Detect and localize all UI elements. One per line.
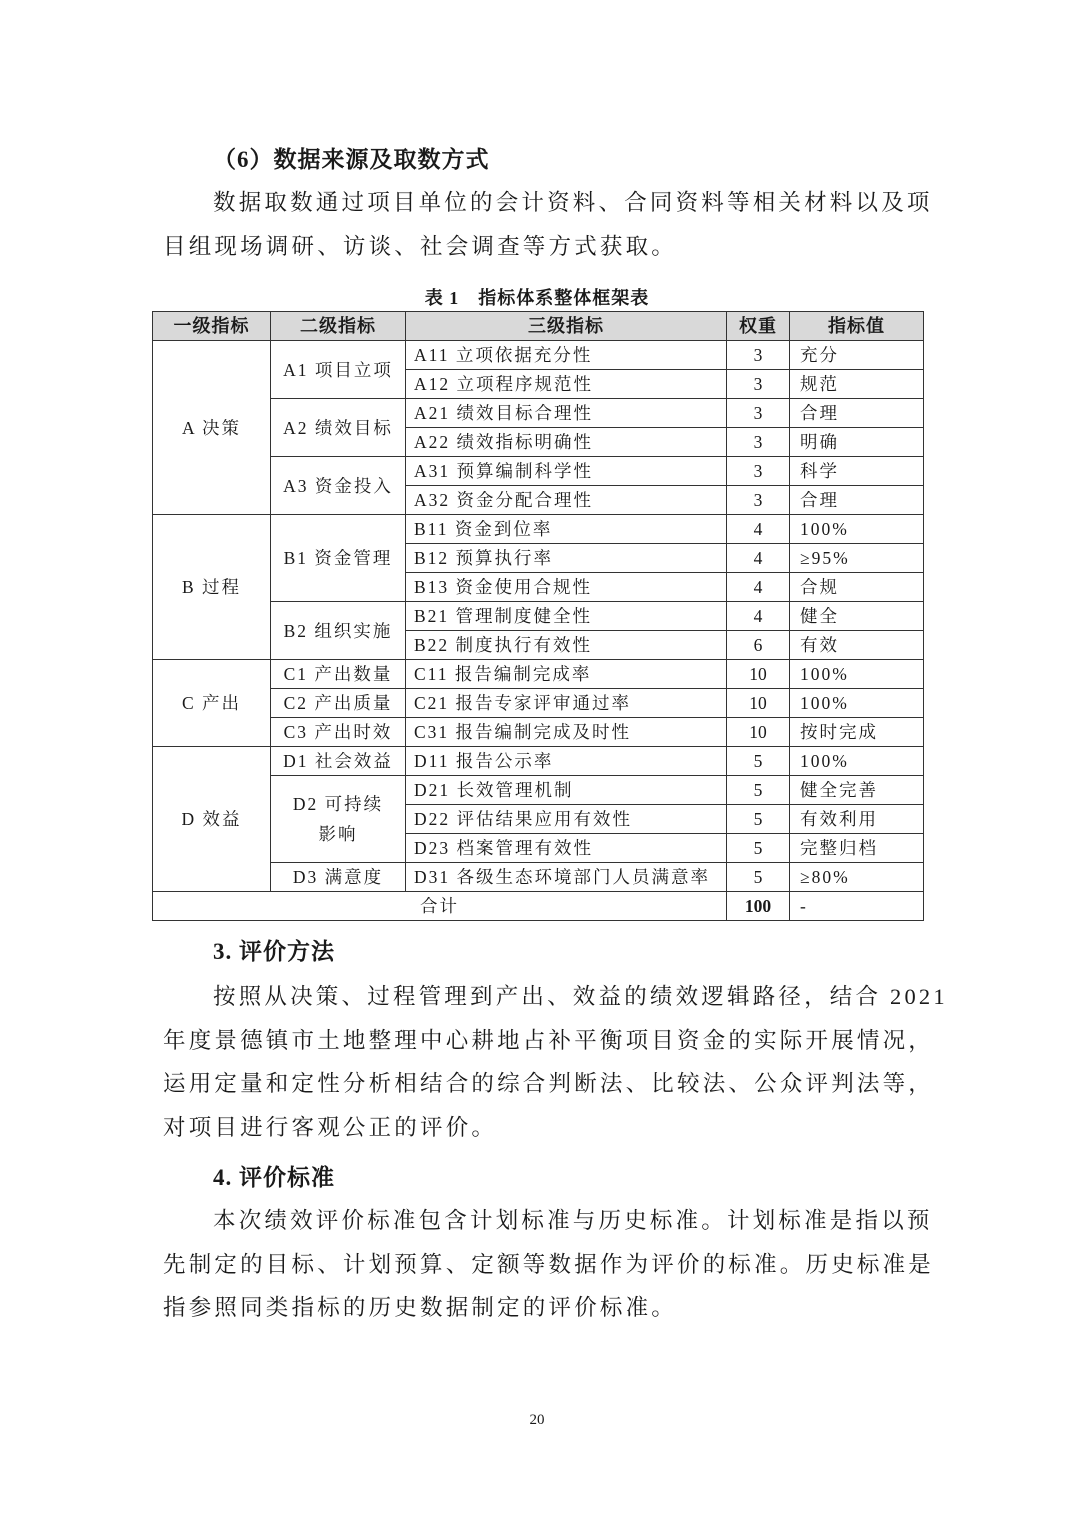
weight-cell: 4: [727, 602, 790, 631]
value-cell: 完整归档: [790, 834, 924, 863]
level2-cell: D1 社会效益: [271, 747, 406, 776]
page-number: 20: [529, 1412, 545, 1428]
table-row: [153, 515, 924, 544]
value-cell: ≥80%: [790, 863, 924, 892]
paragraph-line: 年度景德镇市土地整理中心耕地占补平衡项目资金的实际开展情况，: [163, 1027, 935, 1053]
header-level3: 三级指标: [406, 312, 727, 341]
weight-cell: 3: [727, 486, 790, 515]
indicator-cell: A12 立项程序规范性: [406, 370, 727, 399]
value-cell: 100%: [790, 660, 924, 689]
weight-cell: 10: [727, 660, 790, 689]
weight-cell: 3: [727, 341, 790, 370]
indicator-cell: A22 绩效指标明确性: [406, 428, 727, 457]
level2-cell: B2 组织实施: [271, 602, 406, 660]
value-cell: 合理: [790, 399, 924, 428]
weight-cell: 3: [727, 457, 790, 486]
header-weight: 权重: [727, 312, 790, 341]
indicator-framework-table: [152, 311, 924, 921]
paragraph-line: 数据取数通过项目单位的会计资料、合同资料等相关材料以及项: [213, 190, 933, 215]
total-value: -: [790, 892, 924, 921]
header-level1: 一级指标: [153, 312, 271, 341]
indicator-cell: D31 各级生态环境部门人员满意率: [406, 863, 727, 892]
weight-cell: 10: [727, 689, 790, 718]
total-label: 合计: [153, 892, 727, 921]
indicator-cell: B22 制度执行有效性: [406, 631, 727, 660]
weight-cell: 5: [727, 747, 790, 776]
weight-cell: 10: [727, 718, 790, 747]
weight-cell: 4: [727, 515, 790, 544]
value-cell: 100%: [790, 689, 924, 718]
level1-cell: D 效益: [153, 747, 271, 892]
table-caption: 表 1 指标体系整体框架表: [424, 288, 650, 308]
indicator-cell: C31 报告编制完成及时性: [406, 718, 727, 747]
value-cell: 科学: [790, 457, 924, 486]
level2-cell: A3 资金投入: [271, 457, 406, 515]
indicator-cell: C21 报告专家评审通过率: [406, 689, 727, 718]
weight-cell: 3: [727, 399, 790, 428]
value-cell: 有效利用: [790, 805, 924, 834]
value-cell: 按时完成: [790, 718, 924, 747]
table-total-row: [153, 892, 924, 921]
header-level2: 二级指标: [271, 312, 406, 341]
value-cell: 健全: [790, 602, 924, 631]
weight-cell: 3: [727, 370, 790, 399]
value-cell: 100%: [790, 747, 924, 776]
indicator-cell: B21 管理制度健全性: [406, 602, 727, 631]
paragraph-line: 指参照同类指标的历史数据制定的评价标准。: [163, 1295, 678, 1320]
indicator-cell: D22 评估结果应用有效性: [406, 805, 727, 834]
level2-cell: A2 绩效目标: [271, 399, 406, 457]
level2-cell: C1 产出数量: [271, 660, 406, 689]
weight-cell: 6: [727, 631, 790, 660]
level2-cell: D3 满意度: [271, 863, 406, 892]
paragraph-method: [163, 975, 948, 1149]
section-heading-standard: 4. 评价标准: [213, 1165, 335, 1190]
value-cell: 合理: [790, 486, 924, 515]
level2-cell: A1 项目立项: [271, 341, 406, 399]
value-cell: 有效: [790, 631, 924, 660]
weight-cell: 5: [727, 863, 790, 892]
level1-cell: C 产出: [153, 660, 271, 747]
weight-cell: 5: [727, 776, 790, 805]
value-cell: 健全完善: [790, 776, 924, 805]
paragraph-line: 先制定的目标、计划预算、定额等数据作为评价的标准。历史标准是: [163, 1251, 935, 1277]
paragraph-line: 目组现场调研、访谈、社会调查等方式获取。: [163, 233, 678, 259]
level2-cell: C2 产出质量: [271, 689, 406, 718]
level1-cell: A 决策: [153, 341, 271, 515]
value-cell: 100%: [790, 515, 924, 544]
table-row: [153, 341, 924, 370]
value-cell: 合规: [790, 573, 924, 602]
paragraph-line: 运用定量和定性分析相结合的综合判断法、比较法、公众评判法等，: [163, 1071, 935, 1096]
weight-cell: 4: [727, 573, 790, 602]
value-cell: 明确: [790, 428, 924, 457]
section-heading-method: 3. 评价方法: [213, 939, 335, 964]
level2-cell: B1 资金管理: [271, 515, 406, 602]
table-row: [153, 660, 924, 689]
weight-cell: 5: [727, 805, 790, 834]
indicator-cell: D11 报告公示率: [406, 747, 727, 776]
section-heading-data-source: （6）数据来源及取数方式: [213, 147, 490, 172]
indicator-cell: D21 长效管理机制: [406, 776, 727, 805]
indicator-cell: B11 资金到位率: [406, 515, 727, 544]
weight-cell: 4: [727, 544, 790, 573]
indicator-cell: C11 报告编制完成率: [406, 660, 727, 689]
total-weight: 100: [727, 892, 790, 921]
indicator-cell: D23 档案管理有效性: [406, 834, 727, 863]
level2-cell: C3 产出时效: [271, 718, 406, 747]
indicator-cell: B13 资金使用合规性: [406, 573, 727, 602]
indicator-cell: A11 立项依据充分性: [406, 341, 727, 370]
level1-cell: B 过程: [153, 515, 271, 660]
indicator-cell: A32 资金分配合理性: [406, 486, 727, 515]
value-cell: 充分: [790, 341, 924, 370]
paragraph-line: 按照从决策、过程管理到产出、效益的绩效逻辑路径，结合 2021: [213, 984, 948, 1009]
level2-cell: D2 可持续影响: [271, 776, 406, 863]
paragraph-line: 本次绩效评价标准包含计划标准与历史标准。计划标准是指以预: [213, 1208, 933, 1233]
header-value: 指标值: [790, 312, 924, 341]
indicator-cell: A21 绩效目标合理性: [406, 399, 727, 428]
table-row: [153, 747, 924, 776]
value-cell: 规范: [790, 370, 924, 399]
indicator-cell: B12 预算执行率: [406, 544, 727, 573]
weight-cell: 5: [727, 834, 790, 863]
weight-cell: 3: [727, 428, 790, 457]
indicator-cell: A31 预算编制科学性: [406, 457, 727, 486]
paragraph-line: 对项目进行客观公正的评价。: [163, 1114, 498, 1140]
paragraph-standard: [163, 1199, 935, 1330]
value-cell: ≥95%: [790, 544, 924, 573]
paragraph-data-source: [163, 181, 933, 268]
table-header-row: [153, 312, 924, 341]
